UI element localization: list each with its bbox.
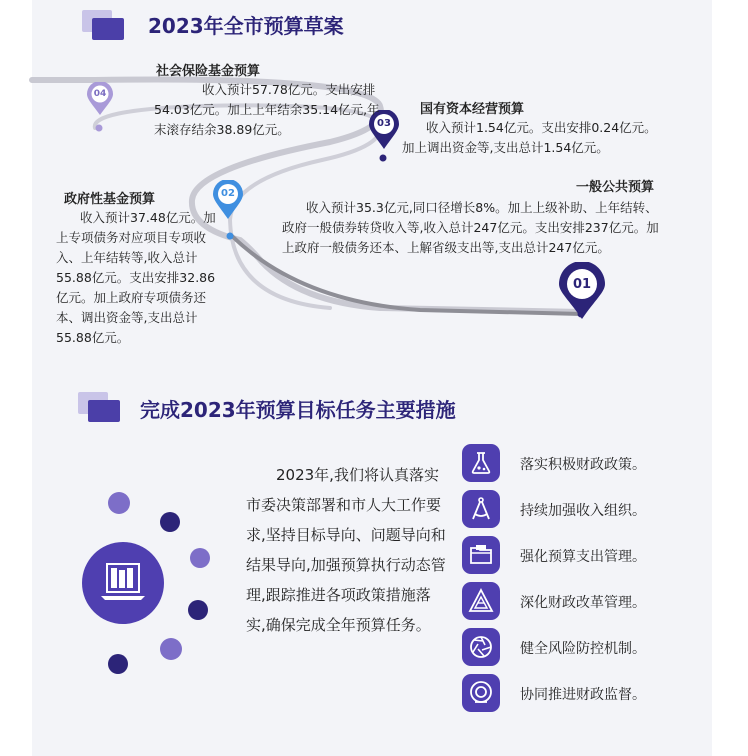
budget-title-social-insurance: 社会保险基金预算 bbox=[156, 64, 261, 79]
measure-item: 健全风险防控机制。 bbox=[462, 628, 712, 668]
measure-item: 持续加强收入组织。 bbox=[462, 490, 712, 530]
decorative-dot bbox=[108, 492, 130, 514]
decorative-dot bbox=[190, 548, 210, 568]
decorative-dot bbox=[160, 638, 182, 660]
decorative-dot bbox=[160, 512, 180, 532]
measure-item: 协同推进财政监督。 bbox=[462, 674, 712, 714]
budget-title-general-public: 一般公共预算 bbox=[576, 180, 655, 195]
laptop-books-icon bbox=[82, 542, 164, 624]
flask-icon bbox=[462, 444, 500, 482]
budget-title-state-capital: 国有资本经营预算 bbox=[420, 102, 525, 117]
folder-icon bbox=[462, 536, 500, 574]
map-pin-01: 01 bbox=[558, 262, 606, 320]
section-title-measures: 完成2023年预算目标任务主要措施 bbox=[140, 398, 456, 422]
budget-text-social-insurance: 收入预计57.78亿元。支出安排54.03亿元。加上上年结余35.14亿元,年末滚存结余38.89亿元。 bbox=[154, 82, 380, 137]
measure-item: 落实积极财政政策。 bbox=[462, 444, 712, 484]
budget-text-state-capital: 收入预计1.54亿元。支出安排0.24亿元。加上调出资金等,支出总计1.54亿元。 bbox=[402, 120, 657, 155]
finance-hub-circle bbox=[82, 542, 164, 624]
triangle-icon bbox=[462, 582, 500, 620]
intro-paragraph: 2023年,我们将认真落实市委决策部署和市人大工作要求,坚持目标导向、问题导向和结果导向,加强预算执行动态管理,跟踪推进各项政策措施落实,确保完成全年预算任务。 bbox=[246, 466, 446, 634]
decorative-dot bbox=[188, 600, 208, 620]
budget-text-general-public: 收入预计35.3亿元,同口径增长8%。加上上级补助、上年结转、政府一般债券转贷收入等,收入总计247亿元。支出安排237亿元。加上政府一般债务还本、上解省级支出等,支出总计247亿元。 bbox=[282, 200, 659, 255]
map-pin-04: 04 bbox=[86, 82, 114, 116]
budget-text-government-fund: 收入预计37.48亿元。加上专项债务对应项目专项收入、上年结转等,收入总计55.88亿元。支出安排32.86亿元。加上政府专项债务还本、调出资金等,支出总计55.88亿元。 bbox=[56, 210, 216, 345]
decorative-dot bbox=[108, 654, 128, 674]
section-title-budget: 2023年全市预算草案 bbox=[148, 14, 344, 38]
measure-item: 深化财政改革管理。 bbox=[462, 582, 712, 622]
budget-title-government-fund: 政府性基金预算 bbox=[64, 192, 156, 207]
map-pin-03: 03 bbox=[368, 110, 400, 150]
measure-item: 强化预算支出管理。 bbox=[462, 536, 712, 576]
lens-icon bbox=[462, 674, 500, 712]
map-pin-02: 02 bbox=[212, 180, 244, 220]
compass-icon bbox=[462, 490, 500, 528]
shutter-icon bbox=[462, 628, 500, 666]
